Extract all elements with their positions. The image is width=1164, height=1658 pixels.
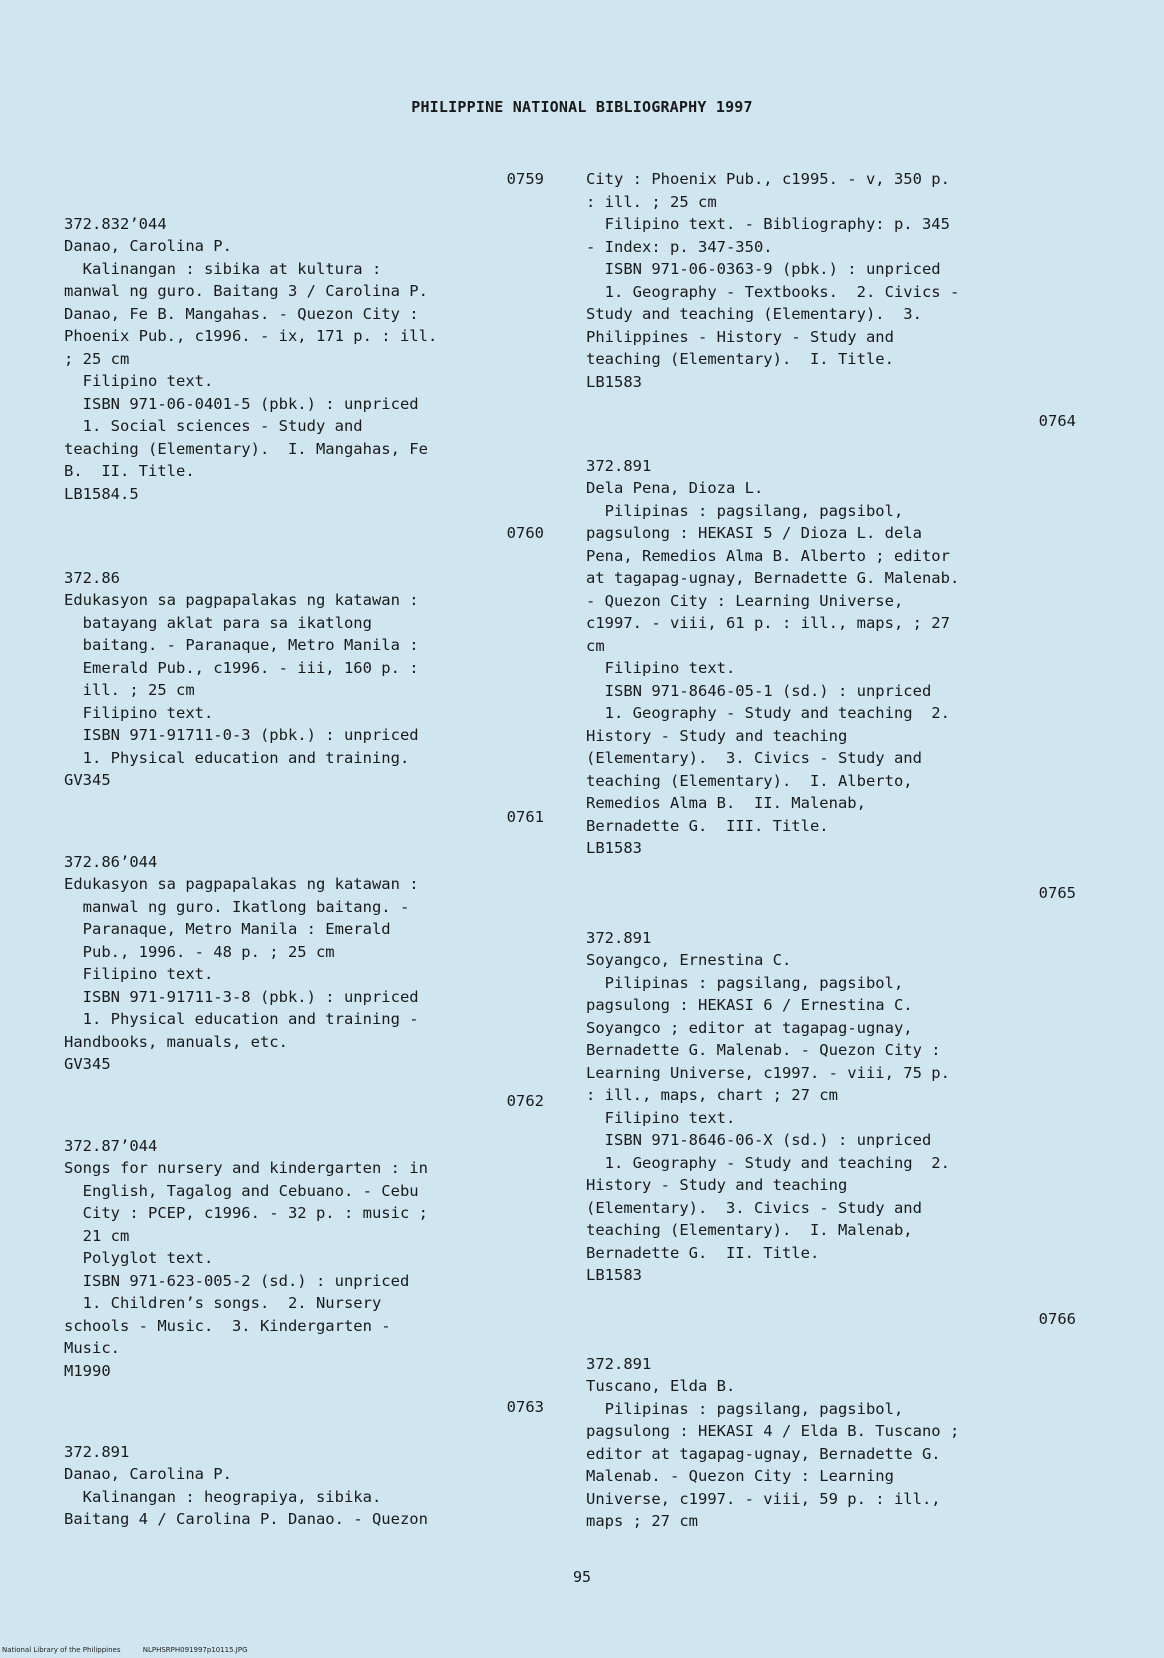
- entry-line: Bernadette G. II. Title.: [586, 1243, 820, 1262]
- bibliography-entry: [586, 410, 1076, 860]
- entry-line: Soyangco, Ernestina C.: [586, 951, 792, 969]
- entry-number: 0760: [506, 524, 544, 542]
- entry-line: [586, 905, 1076, 927]
- entry-line: 372.86’044: [64, 852, 158, 871]
- entry-line: 372.86: [64, 568, 120, 587]
- entry-line: 1. Geography - Study and teaching 2.: [586, 1153, 950, 1172]
- bibliography-entry: [64, 1396, 544, 1531]
- entry-line: Paranaque, Metro Manila : Emerald: [64, 920, 391, 938]
- entry-line: Kalinangan : heograpiya, sibika.: [64, 1487, 382, 1506]
- entry-line: 372.891: [64, 1442, 130, 1461]
- entry-line: Learning Universe, c1997. - viii, 75 p.: [586, 1063, 950, 1082]
- entry-line: 1. Physical education and training -: [64, 1010, 419, 1028]
- entry-line: [64, 191, 544, 213]
- entry-line: 1. Geography - Study and teaching 2.: [586, 704, 950, 722]
- entry-line: Pena, Remedios Alma B. Alberto ; editor: [586, 546, 950, 565]
- entry-line: [64, 1113, 544, 1135]
- entry-line: - Quezon City : Learning Universe,: [586, 591, 904, 610]
- entry-line: English, Tagalog and Cebuano. - Cebu: [64, 1181, 419, 1200]
- entry-line: ISBN 971-8646-05-1 (sd.) : unpriced: [586, 681, 932, 700]
- entry-line: batayang aklat para sa ikatlong: [64, 613, 372, 632]
- entry-number: 0759: [506, 170, 544, 188]
- entry-line: c1997. - viii, 61 p. : ill., maps, ; 27: [586, 614, 950, 632]
- bibliography-entry: [64, 168, 544, 505]
- entry-line: Polyglot text.: [64, 1249, 214, 1267]
- entry-line: Phoenix Pub., c1996. - ix, 171 p. : ill.: [64, 327, 438, 345]
- entry-line: Danao, Carolina P.: [64, 237, 232, 255]
- entry-line: History - Study and teaching: [586, 1176, 848, 1194]
- entry-line: 1. Physical education and training.: [64, 748, 410, 767]
- entry-line: Philippines - History - Study and: [586, 327, 894, 346]
- entry-line: : ill., maps, chart ; 27 cm: [586, 1086, 838, 1104]
- entry-line: 372.87’044: [64, 1136, 158, 1155]
- footer-library: National Library of the Philippines: [2, 1646, 121, 1654]
- entry-line: Songs for nursery and kindergarten : in: [64, 1159, 428, 1177]
- entry-number: 0761: [506, 808, 544, 826]
- entry-line: LB1584.5: [64, 484, 139, 503]
- entry-line: teaching (Elementary). I. Title.: [586, 350, 894, 368]
- entry-line: Pub., 1996. - 48 p. ; 25 cm: [64, 942, 335, 961]
- entry-line: Dela Pena, Dioza L.: [586, 479, 764, 497]
- entry-line: ill. ; 25 cm: [64, 681, 195, 699]
- entry-line: Danao, Carolina P.: [64, 1465, 232, 1483]
- entry-line: Pilipinas : pagsilang, pagsibol,: [586, 1399, 904, 1418]
- entry-line: ISBN 971-91711-0-3 (pbk.) : unpriced: [64, 726, 419, 744]
- entry-line: manwal ng guro. Baitang 3 / Carolina P.: [64, 282, 428, 300]
- entry-line: Universe, c1997. - viii, 59 p. : ill.,: [586, 1489, 941, 1508]
- entry-line: GV345: [64, 1055, 111, 1073]
- entry-line: Bernadette G. Malenab. - Quezon City :: [586, 1041, 941, 1059]
- entry-line: Handbooks, manuals, etc.: [64, 1032, 288, 1051]
- entry-line: Malenab. - Quezon City : Learning: [586, 1467, 894, 1485]
- entry-line: Music.: [64, 1339, 120, 1357]
- entry-line: GV345: [64, 771, 111, 789]
- footer: [2, 1646, 268, 1655]
- entry-line: at tagapag-ugnay, Bernadette G. Malenab.: [586, 569, 960, 587]
- entry-line: Filipino text.: [64, 703, 214, 722]
- entry-line: 372.891: [586, 928, 652, 947]
- entry-line: [586, 1331, 1076, 1353]
- footer-file: NLPHSRPH091997p10115.JPG: [142, 1646, 248, 1654]
- entry-line: pagsulong : HEKASI 5 / Dioza L. dela: [586, 524, 922, 542]
- entry-line: 1. Social sciences - Study and: [64, 417, 363, 435]
- entry-line: Emerald Pub., c1996. - iii, 160 p. :: [64, 658, 419, 677]
- entry-line: LB1583: [586, 372, 642, 391]
- entry-line: [586, 433, 1076, 455]
- entry-line: maps ; 27 cm: [586, 1512, 698, 1530]
- entry-line: pagsulong : HEKASI 6 / Ernestina C.: [586, 996, 913, 1014]
- entry-line: Edukasyon sa pagpapalakas ng katawan :: [64, 875, 419, 893]
- entry-line: M1990: [64, 1361, 111, 1380]
- entry-line: teaching (Elementary). I. Malenab,: [586, 1221, 913, 1239]
- entry-line: Edukasyon sa pagpapalakas ng katawan :: [64, 591, 419, 609]
- entry-line: 21 cm: [64, 1226, 130, 1245]
- entry-line: ISBN 971-06-0363-9 (pbk.) : unpriced: [586, 260, 941, 278]
- entry-line: Tuscano, Elda B.: [586, 1377, 736, 1395]
- entry-line: LB1583: [586, 1266, 642, 1284]
- entry-line: B. II. Title.: [64, 462, 195, 480]
- entry-line: Filipino text.: [586, 1108, 736, 1127]
- entry-line: [64, 829, 544, 851]
- entry-line: History - Study and teaching: [586, 726, 848, 745]
- entry-line: 1. Geography - Textbooks. 2. Civics -: [586, 282, 960, 301]
- entry-line: manwal ng guro. Ikatlong baitang. -: [64, 897, 410, 916]
- entry-line: 372.891: [586, 456, 652, 475]
- entry-number: 0762: [506, 1092, 544, 1110]
- entry-line: Pilipinas : pagsilang, pagsibol,: [586, 973, 904, 992]
- entry-line: ; 25 cm: [64, 349, 130, 368]
- entry-line: Kalinangan : sibika at kultura :: [64, 259, 382, 278]
- bibliography-entry: [586, 882, 1076, 1287]
- entry-line: 372.832’044: [64, 214, 167, 233]
- bibliography-entry: [586, 1308, 1076, 1533]
- entry-line: Filipino text. - Bibliography: p. 345: [586, 215, 950, 233]
- entry-line: [64, 545, 544, 567]
- bibliography-entry: [64, 1090, 544, 1382]
- entry-line: LB1583: [586, 839, 642, 857]
- entry-line: : ill. ; 25 cm: [586, 192, 717, 211]
- entry-line: City : Phoenix Pub., c1995. - v, 350 p.: [586, 170, 950, 188]
- entry-line: (Elementary). 3. Civics - Study and: [586, 749, 922, 767]
- entry-line: schools - Music. 3. Kindergarten -: [64, 1316, 391, 1335]
- entry-number: 0766: [1038, 1310, 1076, 1328]
- entry-line: baitang. - Paranaque, Metro Manila :: [64, 636, 419, 654]
- entry-line: teaching (Elementary). I. Mangahas, Fe: [64, 439, 428, 458]
- entry-line: Study and teaching (Elementary). 3.: [586, 305, 922, 323]
- entry-line: ISBN 971-91711-3-8 (pbk.) : unpriced: [64, 987, 419, 1006]
- bibliography-entry: [64, 522, 544, 792]
- entry-number: 0763: [506, 1398, 544, 1416]
- entry-line: Remedios Alma B. II. Malenab,: [586, 794, 866, 812]
- bibliography-entry: [586, 168, 1076, 393]
- entry-line: 372.891: [586, 1354, 652, 1373]
- entry-line: Filipino text.: [586, 659, 736, 677]
- entry-line: pagsulong : HEKASI 4 / Elda B. Tuscano ;: [586, 1422, 960, 1440]
- entry-line: [64, 1419, 544, 1441]
- entry-number: 0764: [1038, 412, 1076, 430]
- entry-line: Soyangco ; editor at tagapag-ugnay,: [586, 1018, 913, 1037]
- entry-line: Baitang 4 / Carolina P. Danao. - Quezon: [64, 1510, 428, 1528]
- page-number: 95: [572, 1568, 592, 1586]
- entry-line: editor at tagapag-ugnay, Bernadette G.: [586, 1444, 941, 1463]
- entry-line: Filipino text.: [64, 372, 214, 390]
- entry-number: 0765: [1038, 884, 1076, 902]
- entry-line: Filipino text.: [64, 965, 214, 983]
- entry-line: ISBN 971-8646-06-X (sd.) : unpriced: [586, 1131, 932, 1149]
- entry-line: Pilipinas : pagsilang, pagsibol,: [586, 501, 904, 520]
- entry-line: ISBN 971-06-0401-5 (pbk.) : unpriced: [64, 394, 419, 413]
- entry-line: City : PCEP, c1996. - 32 p. : music ;: [64, 1204, 428, 1222]
- page-title: PHILIPPINE NATIONAL BIBLIOGRAPHY 1997: [411, 98, 753, 116]
- entry-line: Danao, Fe B. Mangahas. - Quezon City :: [64, 304, 419, 323]
- entry-line: cm: [586, 636, 605, 655]
- entry-line: 1. Children’s songs. 2. Nursery: [64, 1294, 382, 1312]
- entry-line: teaching (Elementary). I. Alberto,: [586, 771, 913, 790]
- entry-line: ISBN 971-623-005-2 (sd.) : unpriced: [64, 1271, 410, 1290]
- bibliography-entry: [64, 806, 544, 1076]
- entry-line: - Index: p. 347-350.: [586, 237, 773, 256]
- entry-line: Bernadette G. III. Title.: [586, 816, 829, 835]
- entry-line: (Elementary). 3. Civics - Study and: [586, 1198, 922, 1217]
